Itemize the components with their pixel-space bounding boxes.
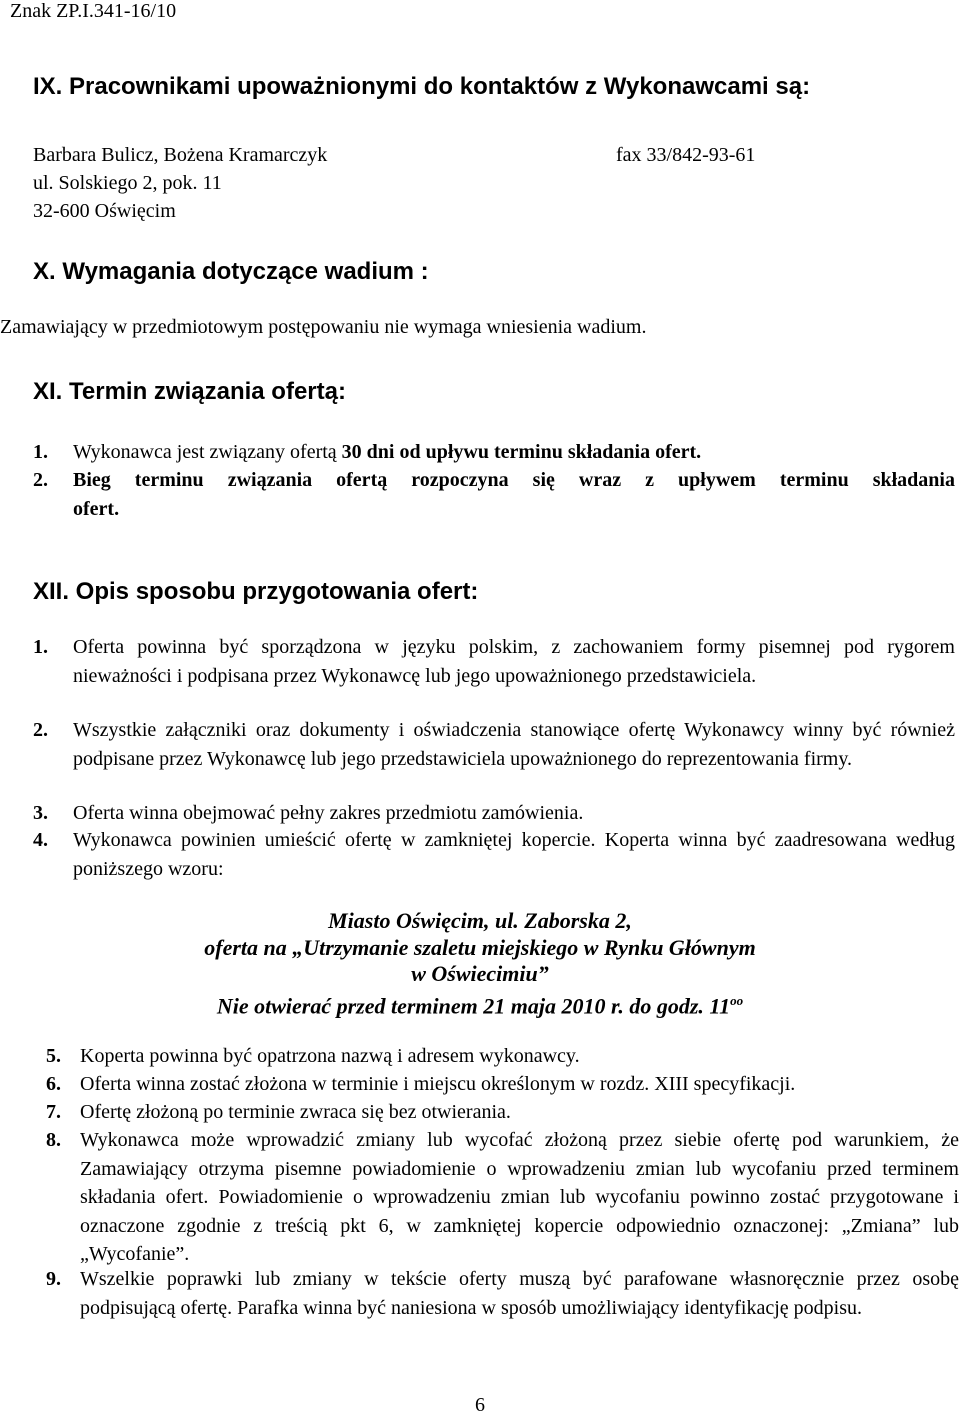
binding-term-prefix: Wykonawca jest związany ofertą <box>73 441 342 463</box>
binding-term-bold: 30 dni od upływu terminu składania ofert. <box>341 441 702 463</box>
list-item-number: 2. <box>33 719 48 741</box>
list-item-text: Oferta winna obejmować pełny zakres przedmiotu zamówienia. <box>73 802 584 824</box>
list-item-number: 7. <box>46 1101 61 1123</box>
list-item <box>46 1265 959 1355</box>
envelope-line-deadline <box>0 988 960 1019</box>
list-item <box>46 1070 955 1100</box>
contact-city: 32-600 Oświęcim <box>33 200 176 222</box>
list-item-text-line2: ofert. <box>73 498 120 520</box>
list-item-text: Ofertę złożoną po terminie zwraca się bez otwierania. <box>80 1101 511 1123</box>
list-item-number: 1. <box>33 441 48 463</box>
list-item-text: Wszelkie poprawki lub zmiany w tekście oferty muszą być parafowane własnoręcznie przez osobę podpisującą ofertę. Parafka winna być naniesiona w sposób umożliwiający identyfikację podpisu. <box>80 1268 959 1319</box>
list-item-text: Wykonawca może wprowadzić zmiany lub wycofać złożoną przez siebie ofertę pod warunkiem, że Zamawiający otrzyma pisemne powiadomienie o wprowadzeniu zmian lub wycofaniu przed terminem składania ofert. Powiadomienie o wprowadzeniu zmian lub wycofaniu powinno zostać przygotowane i oznaczone zgodnie z treścią pkt 6, w zamkniętej kopercie odpowiednio oznaczonej: „Zmiana” lub „Wycofanie”. <box>80 1129 959 1265</box>
contact-fax: fax 33/842-93-61 <box>616 144 756 166</box>
list-item-text: Koperta powinna być opatrzona nazwą i adresem wykonawcy. <box>80 1045 580 1067</box>
list-item <box>33 716 955 806</box>
list-item-text: Oferta powinna być sporządzona w języku polskim, z zachowaniem formy pisemnej pod rygorem nieważności i podpisana przez Wykonawcę lub jego upoważnionego przedstawiciela. <box>73 636 955 687</box>
envelope-deadline-text: Nie otwierać przed terminem 21 maja 2010 r. do godz. 11 <box>216 993 731 1019</box>
list-item-number: 6. <box>46 1073 61 1095</box>
list-item <box>46 1042 955 1072</box>
contact-street: ul. Solskiego 2, pok. 11 <box>33 172 222 194</box>
list-item-text <box>73 438 960 467</box>
section-ix-heading: IX. Pracownikami upoważnionymi do kontaktów z Wykonawcami są: <box>33 73 811 100</box>
section-x-heading: X. Wymagania dotyczące wadium : <box>33 258 429 285</box>
list-item-number: 3. <box>33 802 48 824</box>
list-item-number: 9. <box>46 1268 61 1290</box>
list-item-text: Oferta winna zostać złożona w terminie i miejscu określonym w rozdz. XIII specyfikacji. <box>80 1073 796 1095</box>
list-item <box>33 466 955 526</box>
list-item <box>33 826 955 886</box>
envelope-line-subject: oferta na „Utrzymanie szaletu miejskiego w Rynku Głównym <box>204 935 756 960</box>
wadium-text: Zamawiający w przedmiotowym postępowaniu nie wymaga wniesienia wadium. <box>0 316 647 338</box>
section-xi-heading: XI. Termin związania ofertą: <box>33 378 346 405</box>
page-number: 6 <box>475 1394 485 1416</box>
contact-names: Barbara Bulicz, Bożena Kramarczyk <box>33 144 328 166</box>
list-item-number: 1. <box>33 636 48 658</box>
list-item-text: Wszystkie załączniki oraz dokumenty i oświadczenia stanowiące ofertę Wykonawcy winny być również podpisane przez Wykonawcę lub jego przedstawiciela upoważnionego do reprezentowania firmy. <box>73 719 955 770</box>
document-reference-mark: Znak ZP.I.341-16/10 <box>10 0 177 22</box>
envelope-line-address: Miasto Oświęcim, ul. Zaborska 2, <box>328 908 632 933</box>
list-item <box>33 799 955 829</box>
envelope-deadline-superscript: oo <box>730 993 744 1008</box>
list-item-number: 5. <box>46 1045 61 1067</box>
list-item <box>46 1098 955 1128</box>
section-xii-heading: XII. Opis sposobu przygotowania ofert: <box>33 578 479 605</box>
list-item-number: 4. <box>33 829 48 851</box>
list-item <box>33 633 955 723</box>
list-item <box>46 1126 959 1276</box>
list-item <box>33 438 960 468</box>
envelope-line-city: w Oświecimiu” <box>411 961 549 986</box>
list-item-number: 8. <box>46 1129 61 1151</box>
list-item-text: Wykonawca powinien umieścić ofertę w zamkniętej kopercie. Koperta winna być zaadresowana według poniższego wzoru: <box>73 829 955 880</box>
list-item-text-line1: Bieg terminu związania ofertą rozpoczyna się wraz z upływem terminu składania <box>73 469 955 491</box>
list-item-number: 2. <box>33 469 48 491</box>
